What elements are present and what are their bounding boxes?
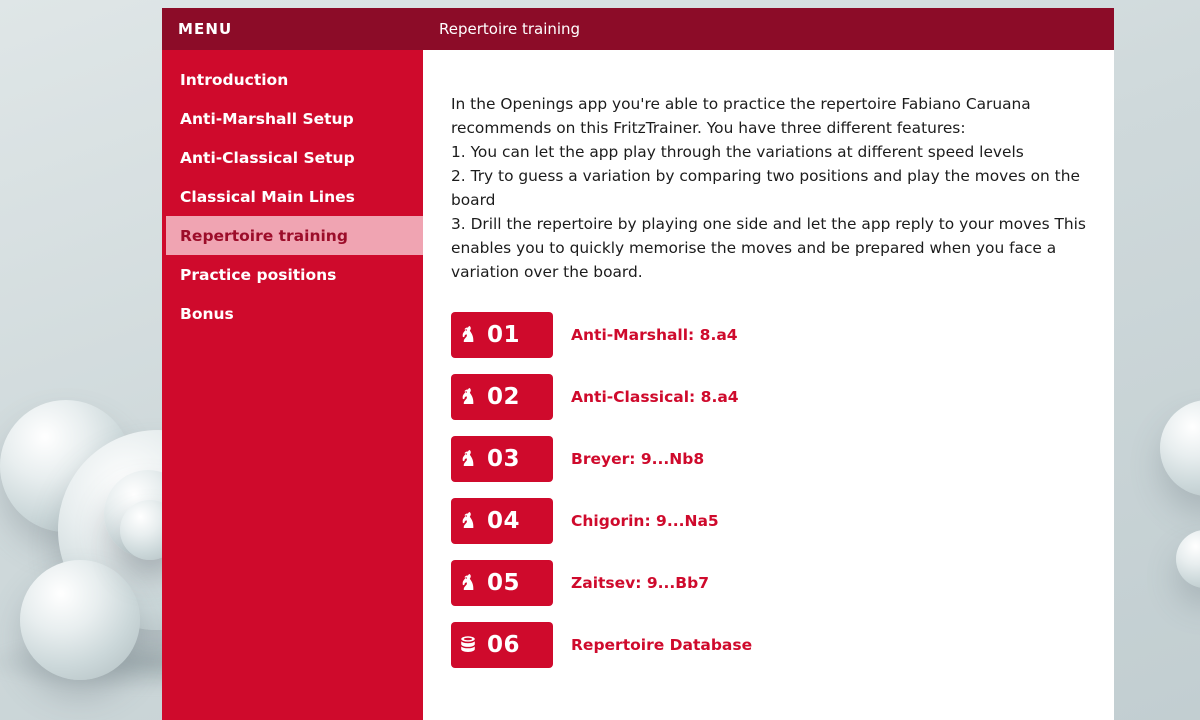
sidebar-filler: [162, 333, 423, 720]
chapter-row[interactable]: [451, 436, 1086, 482]
sidebar-item-anti-marshall-setup[interactable]: [162, 99, 423, 138]
chapter-badge[interactable]: [451, 622, 553, 668]
app-window: [162, 8, 1114, 720]
chapter-title[interactable]: Anti-Marshall: 8.a4: [571, 326, 738, 344]
sidebar-item-label: Anti-Classical Setup: [180, 148, 355, 167]
sidebar: [162, 8, 423, 720]
chapter-row[interactable]: [451, 374, 1086, 420]
intro-paragraph-1: In the Openings app you're able to practice the repertoire Fabiano Caruana recommends on this FritzTrainer. You have three different features:: [451, 95, 1031, 137]
chapter-number: 01: [487, 321, 521, 348]
main-header-title: Repertoire training: [423, 8, 1114, 50]
chapter-row[interactable]: [451, 498, 1086, 544]
database-icon: [451, 622, 485, 668]
sidebar-item-label: Anti-Marshall Setup: [180, 109, 354, 128]
decorative-sphere: [1160, 400, 1200, 496]
chapter-title[interactable]: Breyer: 9...Nb8: [571, 450, 705, 468]
chapter-title[interactable]: Chigorin: 9...Na5: [571, 512, 719, 530]
main-body: [423, 50, 1114, 720]
chapter-badge[interactable]: [451, 374, 553, 420]
intro-paragraph-2: 1. You can let the app play through the variations at different speed levels: [451, 143, 1024, 161]
chapter-number: 04: [487, 507, 521, 534]
chapter-title[interactable]: Zaitsev: 9...Bb7: [571, 574, 710, 592]
chapter-row[interactable]: [451, 312, 1086, 358]
sidebar-item-label: Practice positions: [180, 265, 337, 284]
sidebar-item-bonus[interactable]: [162, 294, 423, 333]
sidebar-item-anti-classical-setup[interactable]: [162, 138, 423, 177]
sidebar-item-label: Introduction: [180, 70, 289, 89]
sidebar-item-introduction[interactable]: [162, 60, 423, 99]
menu-list: [162, 50, 423, 333]
intro-paragraph-3: 2. Try to guess a variation by comparing two positions and play the moves on the board: [451, 167, 1080, 209]
chapter-badge[interactable]: [451, 560, 553, 606]
sidebar-item-practice-positions[interactable]: [162, 255, 423, 294]
intro-text: [451, 92, 1086, 284]
chapter-title[interactable]: Anti-Classical: 8.a4: [571, 388, 739, 406]
chapter-badge[interactable]: [451, 436, 553, 482]
chapter-number: 06: [487, 631, 521, 658]
knight-icon: [451, 312, 485, 358]
decorative-sphere: [20, 560, 140, 680]
menu-header: MENU: [162, 8, 423, 50]
chapter-number: 05: [487, 569, 521, 596]
knight-icon: [451, 436, 485, 482]
sidebar-item-label: Classical Main Lines: [180, 187, 355, 206]
intro-paragraph-4: 3. Drill the repertoire by playing one side and let the app reply to your moves This enables you to quickly memorise the moves and be prepared when you face a variation over the board.: [451, 215, 1086, 281]
sidebar-item-label: Repertoire training: [180, 226, 348, 245]
sidebar-item-classical-main-lines[interactable]: [162, 177, 423, 216]
chapter-badge[interactable]: [451, 498, 553, 544]
decorative-sphere: [1176, 530, 1200, 588]
knight-icon: [451, 374, 485, 420]
chapter-row[interactable]: [451, 622, 1086, 668]
sidebar-item-repertoire-training[interactable]: [162, 216, 423, 255]
chapter-number: 03: [487, 445, 521, 472]
knight-icon: [451, 560, 485, 606]
chapter-badge[interactable]: [451, 312, 553, 358]
knight-icon: [451, 498, 485, 544]
chapter-list: [451, 312, 1086, 668]
main-panel: [423, 8, 1114, 720]
chapter-title[interactable]: Repertoire Database: [571, 636, 753, 654]
chapter-row[interactable]: [451, 560, 1086, 606]
sidebar-item-label: Bonus: [180, 304, 234, 323]
chapter-number: 02: [487, 383, 521, 410]
